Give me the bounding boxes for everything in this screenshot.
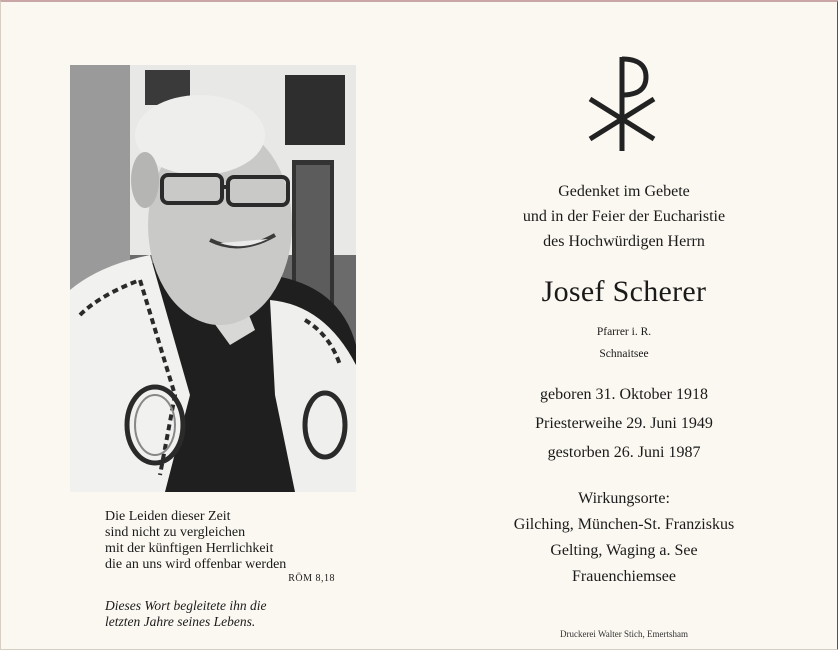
intro-line: des Hochwürdigen Herrn [543,233,705,250]
chi-rho-symbol [584,55,664,155]
scripture-quote [105,509,335,585]
death-date: gestorben 26. Juni 1987 [547,444,701,461]
quote-line: Die Leiden dieser Zeit [105,509,231,524]
quote-line: die an uns wird offenbar werden [105,557,287,572]
intro-line: und in der Feier der Eucharistie [522,208,726,225]
memorial-intro [479,179,769,254]
places-of-service [479,486,769,590]
printer-credit: Druckerei Walter Stich, Emertsham [559,629,689,639]
places-heading: Wirkungsorte: [578,490,670,507]
place-line: Gelting, Waging a. See [550,542,698,559]
quote-line: mit der künftigen Herrlichkeit [105,541,274,556]
chi-rho-icon [584,55,664,159]
life-dates [479,380,769,467]
role-block [479,321,769,365]
portrait-illustration [70,65,356,492]
note-line: Dieses Wort begleitete ihn die [105,598,267,613]
place-line: Frauenchiemsee [572,568,676,585]
note-line: letzten Jahre seines Lebens. [105,614,256,629]
quote-reference: RÖM 8,18 [288,573,335,584]
deceased-name: Josef Scherer [541,275,707,308]
dedication-note [105,598,345,630]
role-place: Schnaitsee [599,348,649,360]
ordination-date: Priesterweihe 29. Juni 1949 [535,415,713,432]
intro-line: Gedenket im Gebete [558,183,690,200]
quote-line: sind nicht zu vergleichen [105,525,246,540]
birth-date: geboren 31. Oktober 1918 [540,386,708,403]
portrait-photo [70,65,356,492]
place-line: Gilching, München-St. Franziskus [513,516,735,533]
role-title: Pfarrer i. R. [596,326,652,338]
